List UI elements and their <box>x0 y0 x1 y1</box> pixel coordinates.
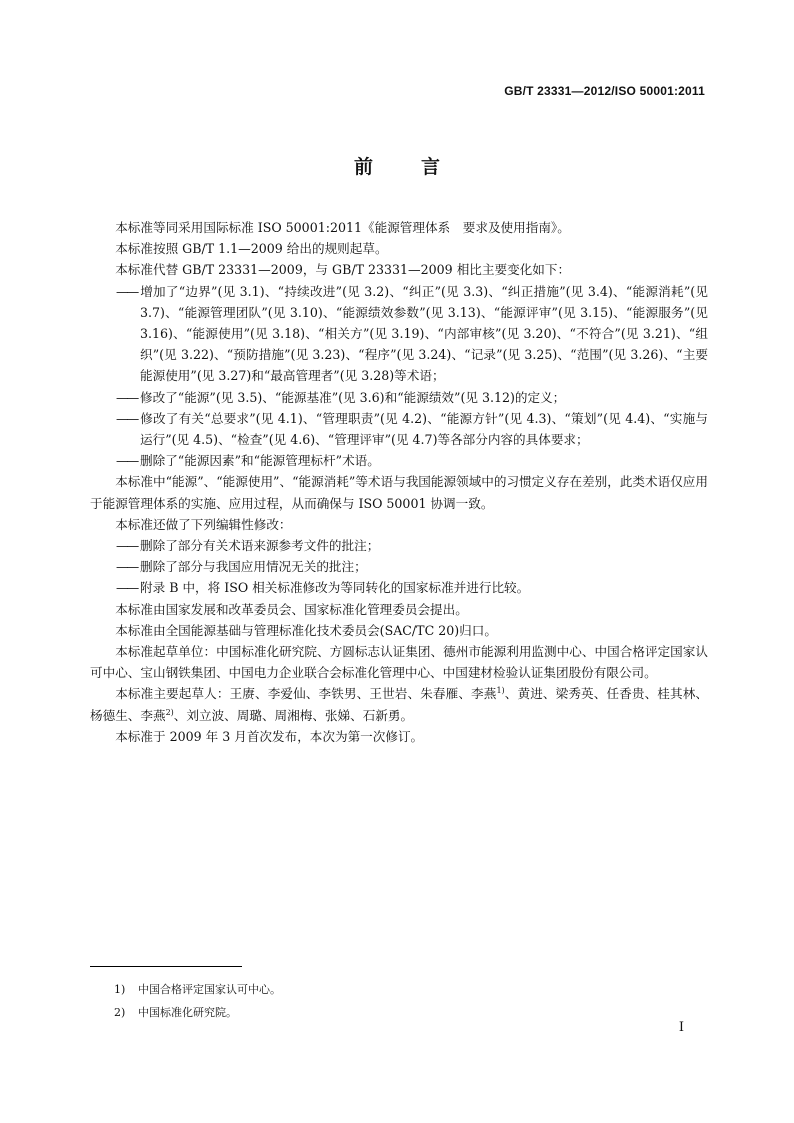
editorial-item-text: 删除了部分与我国应用情况无关的批注； <box>140 559 367 575</box>
change-item <box>90 450 708 471</box>
paragraph-drafting-rules: 本标准按照 GB/T 1.1—2009 给出的规则起草。 <box>115 241 388 257</box>
change-item <box>90 387 708 408</box>
change-item <box>90 281 708 387</box>
footnote-divider <box>90 966 242 967</box>
footnotes <box>114 978 281 1024</box>
title-char-2: 言 <box>421 156 441 178</box>
dash-mark: —— <box>116 283 138 299</box>
dash-mark: —— <box>116 389 138 405</box>
editorial-item <box>90 556 708 577</box>
change-item-text: 修改了“能源”(见 3.5)、“能源基准”(见 3.6)和“能源绩效”(见 3.12)的定义； <box>140 389 566 405</box>
editorial-item <box>90 577 708 598</box>
footnote-text: 中国标准化研究院。 <box>138 1006 237 1019</box>
editorial-item-text: 删除了部分有关术语来源参考文件的批注； <box>140 538 380 554</box>
foreword-body <box>90 217 708 747</box>
footnote-number: 1) <box>114 983 126 996</box>
footnote-number: 2) <box>114 1006 126 1019</box>
footnote-ref-2: 2) <box>165 707 174 717</box>
change-item <box>90 408 708 450</box>
title-char-1: 前 <box>353 156 373 178</box>
paragraph-centralized-by: 本标准由全国能源基础与管理标准化技术委员会(SAC/TC 20)归口。 <box>115 622 497 638</box>
drafters-part-1: 本标准主要起草人：王赓、李爱仙、李铁男、王世岩、朱春雁、李燕 <box>115 686 497 702</box>
editorial-item <box>90 535 708 556</box>
paragraph-editorial: 本标准还做了下列编辑性修改： <box>115 516 292 532</box>
change-item-text: 增加了“边界”(见 3.1)、“持续改进”(见 3.2)、“纠正”(见 3.3)、“纠正措施”(见 3.4)、“能源消耗”(见 3.7)、“能源管理团队”(见 3.10)、“能源绩效参数”(见 3.13)、“能源评审”(见 3.15)、“能源服务”(见 3.16)、“能源使用”(见 3.18)、“相关方”(见 3.19)、“内部审核”(见 3.20)、“不符合”(见 3.21)、“组织”(见 3.22)、“预防措施”(见 3.23)、“程序”(见 3.24)、“记录”(见 3.25)、“范围”(见 3.26)、“主要能源使用”(见 3.27)和“最高管理者”(见 3.28)等术语； <box>140 283 708 384</box>
paragraph-drafting-units: 本标准起草单位：中国标准化研究院、方圆标志认证集团、德州市能源利用监测中心、中国合格评定国家认可中心、宝山钢铁集团、中国电力企业联合会标准化管理中心、中国建材检验认证集团股份有限公司。 <box>90 644 708 681</box>
change-item-text: 修改了有关“总要求”(见 4.1)、“管理职责”(见 4.2)、“能源方针”(见 4.3)、“策划”(见 4.4)、“实施与运行”(见 4.5)、“检查”(见 4.6)、“管理评审”(见 4.7)等各部分内容的具体要求； <box>140 410 708 448</box>
drafters-part-3: 、刘立波、周璐、周湘梅、张娣、石新勇。 <box>173 707 414 723</box>
paragraph-proposed-by: 本标准由国家发展和改革委员会、国家标准化管理委员会提出。 <box>115 601 468 617</box>
dash-mark: —— <box>116 453 138 469</box>
paragraph-publication-history: 本标准于 2009 年 3 月首次发布，本次为第一次修订。 <box>115 728 424 744</box>
standard-code-header: GB/T 23331—2012/ISO 50001:2011 <box>504 84 705 98</box>
paragraph-drafters <box>90 683 708 725</box>
page-title <box>0 152 794 179</box>
paragraph-terminology: 本标准中“能源”、“能源使用”、“能源消耗”等术语与我国能源领域中的习惯定义存在差别，此类术语仅应用于能源管理体系的实施、应用过程，从而确保与 ISO 50001 协调一致。 <box>90 474 708 511</box>
drafters-part-2: 、黄进、梁秀英、任香贵、桂其林、杨德生、李燕 <box>90 686 709 723</box>
footnote <box>114 1001 281 1024</box>
dash-mark: —— <box>116 580 138 596</box>
dash-mark: —— <box>116 538 138 554</box>
dash-mark: —— <box>116 559 138 575</box>
dash-mark: —— <box>116 410 138 426</box>
page-number: I <box>678 1020 684 1035</box>
change-item-text: 删除了“能源因素”和“能源管理标杆”术语。 <box>140 453 380 469</box>
footnote <box>114 978 281 1001</box>
paragraph-replaces: 本标准代替 GB/T 23331—2009，与 GB/T 23331—2009 相比主要变化如下： <box>115 262 571 278</box>
paragraph-adoption: 本标准等同采用国际标准 ISO 50001:2011《能源管理体系 要求及使用指南》。 <box>115 220 570 235</box>
editorial-item-text: 附录 B 中，将 ISO 相关标准修改为等同转化的国家标准并进行比较。 <box>140 580 530 596</box>
footnote-text: 中国合格评定国家认可中心。 <box>138 983 281 996</box>
footnote-ref-1: 1) <box>496 686 505 696</box>
